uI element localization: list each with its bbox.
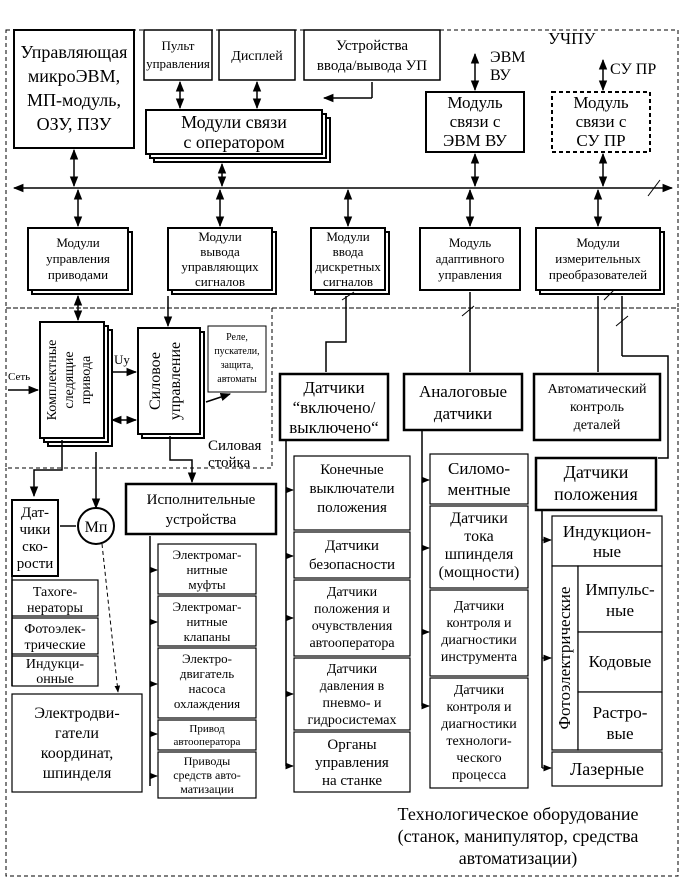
svg-text:Электро-: Электро-	[182, 651, 232, 666]
speed-item-tachogen: Тахоге-	[32, 585, 78, 600]
svg-text:положения: положения	[317, 500, 387, 516]
bus-module-connections	[78, 190, 598, 226]
micro-evm-block	[14, 30, 134, 148]
evm-vu-top-label	[490, 49, 525, 84]
svg-text:управления: управления	[46, 251, 110, 266]
svg-text:инструмента: инструмента	[440, 650, 518, 665]
discrete-list-arrows	[286, 490, 293, 766]
svg-text:Электродви-: Электродви-	[34, 705, 120, 722]
display-block	[219, 30, 295, 80]
position-list-arrows	[542, 540, 551, 768]
svg-text:положения: положения	[554, 484, 638, 504]
svg-text:гатели: гатели	[55, 725, 99, 742]
svg-text:следящие: следящие	[62, 351, 77, 409]
svg-text:Аналоговые: Аналоговые	[418, 382, 508, 401]
power-cabinet-label	[208, 438, 262, 471]
svg-text:Датчики: Датчики	[325, 538, 379, 554]
svg-text:МП-модуль,: МП-модуль,	[27, 90, 121, 110]
position-photo-group: Фотоэлектрические	[555, 586, 574, 730]
svg-text:Растро-: Растро-	[592, 703, 648, 722]
svg-text:Датчики: Датчики	[450, 510, 508, 527]
svg-text:ВУ: ВУ	[490, 67, 511, 84]
svg-text:Датчики: Датчики	[563, 462, 629, 482]
measuring-modules	[536, 228, 664, 294]
svg-text:ментные: ментные	[447, 480, 511, 499]
svg-text:ско-: ско-	[22, 539, 48, 555]
svg-text:измерительных: измерительных	[555, 251, 641, 266]
svg-text:Модуль: Модуль	[447, 93, 503, 112]
svg-text:с оператором: с оператором	[183, 132, 285, 152]
actuators-head	[126, 484, 276, 534]
svg-text:Пульт: Пульт	[161, 38, 195, 53]
svg-text:деталей: деталей	[573, 418, 621, 433]
svg-text:управления: управления	[438, 267, 502, 282]
svg-text:Комплектные: Комплектные	[45, 339, 60, 421]
pult-block	[144, 30, 212, 80]
svg-text:адаптивного: адаптивного	[435, 251, 505, 266]
svg-text:Модули: Модули	[326, 229, 370, 244]
svg-text:средств авто-: средств авто-	[173, 768, 241, 782]
svg-text:ввода: ввода	[332, 244, 364, 259]
svg-text:координат,: координат,	[40, 745, 114, 762]
svg-text:автооператора: автооператора	[173, 736, 241, 748]
svg-text:Силовая: Силовая	[208, 438, 262, 454]
speed-item-photo: Фотоэлек-	[24, 622, 86, 637]
svg-text:защита,: защита,	[220, 360, 254, 371]
svg-text:приводами: приводами	[47, 267, 109, 282]
svg-text:ОЗУ, ПЗУ: ОЗУ, ПЗУ	[36, 114, 112, 134]
svg-text:контроля и: контроля и	[446, 616, 512, 631]
svg-text:управления: управления	[315, 755, 389, 771]
svg-text:Дисплей: Дисплей	[231, 49, 283, 64]
evm-module-block	[426, 92, 524, 152]
svg-text:Датчики: Датчики	[303, 378, 365, 397]
svg-text:автоматы: автоматы	[217, 374, 257, 385]
system-bus	[14, 180, 672, 196]
svg-text:охлаждения: охлаждения	[173, 696, 241, 711]
discrete-input-modules	[311, 228, 389, 294]
svg-text:ЭВМ: ЭВМ	[490, 49, 526, 66]
position-sensors-head	[536, 458, 656, 510]
svg-text:Индукцион-: Индукцион-	[562, 522, 652, 541]
svg-text:шпинделя: шпинделя	[444, 546, 514, 563]
tech-equipment-caption	[398, 804, 639, 869]
svg-text:вывода: вывода	[200, 244, 240, 259]
svg-text:связи с: связи с	[449, 112, 501, 131]
svg-text:Привод: Привод	[189, 723, 225, 735]
svg-text:муфты: муфты	[188, 577, 226, 592]
svg-text:(станок, манипулятор, средства: (станок, манипулятор, средства	[397, 826, 639, 846]
svg-text:Управляющая: Управляющая	[20, 42, 128, 62]
supr-module-block	[552, 92, 650, 152]
svg-text:безопасности: безопасности	[308, 557, 396, 573]
svg-text:управляющих: управляющих	[181, 259, 259, 274]
svg-text:ЭВМ ВУ: ЭВМ ВУ	[443, 131, 507, 150]
svg-text:Модуль: Модуль	[573, 93, 629, 112]
uy-label: Uу	[114, 352, 130, 367]
svg-text:нитные: нитные	[186, 614, 228, 629]
svg-text:диагностики: диагностики	[441, 633, 517, 648]
svg-text:тока: тока	[464, 528, 494, 545]
svg-text:Электромаг-: Электромаг-	[172, 547, 242, 562]
svg-text:очувствления: очувствления	[311, 619, 393, 634]
svg-text:дискретных: дискретных	[315, 259, 381, 274]
servo-drives-block	[40, 322, 112, 446]
on-off-sensors-head	[280, 374, 388, 440]
svg-text:на станке: на станке	[321, 773, 383, 789]
svg-text:Технологическое оборудование: Технологическое оборудование	[397, 804, 639, 824]
svg-text:насоса: насоса	[188, 681, 226, 696]
svg-text:положения и: положения и	[313, 602, 391, 617]
svg-text:Мп: Мп	[84, 519, 108, 536]
svg-text:чики: чики	[19, 522, 51, 538]
svg-text:Датчики: Датчики	[453, 683, 505, 698]
analog-sensors-head	[404, 374, 522, 430]
svg-text:гидросистемах: гидросистемах	[307, 713, 397, 728]
svg-text:нераторы: нераторы	[27, 601, 83, 616]
svg-text:Автоматический: Автоматический	[547, 382, 647, 397]
svg-text:выключено“: выключено“	[289, 418, 379, 437]
svg-text:микроЭВМ,: микроЭВМ,	[27, 66, 121, 86]
motor-to-motors-dashed	[102, 544, 118, 692]
svg-text:Устройства: Устройства	[336, 38, 408, 54]
svg-text:Силомо-: Силомо-	[447, 459, 511, 478]
svg-text:связи с: связи с	[575, 112, 627, 131]
svg-text:ввода/вывода УП: ввода/вывода УП	[316, 58, 428, 74]
svg-text:датчики: датчики	[433, 404, 493, 423]
svg-text:Силовое: Силовое	[147, 352, 164, 410]
motor-symbol	[60, 508, 114, 544]
svg-text:вые: вые	[606, 724, 634, 743]
svg-text:Модули связи: Модули связи	[181, 112, 287, 132]
svg-text:технологи-: технологи-	[446, 734, 512, 749]
svg-text:стойка: стойка	[208, 455, 251, 471]
drive-control-modules	[28, 228, 132, 294]
svg-text:Дат-: Дат-	[20, 505, 50, 521]
svg-text:Электромаг-: Электромаг-	[172, 599, 242, 614]
power-control-block	[138, 328, 204, 438]
svg-text:шпинделя: шпинделя	[42, 765, 112, 782]
actuator-arrows	[150, 570, 157, 776]
svg-text:привода: привода	[79, 355, 94, 405]
position-laser: Лазерные	[569, 759, 645, 779]
speed-sensors-block	[12, 500, 58, 576]
svg-text:ные: ные	[592, 542, 622, 561]
svg-text:рости: рости	[16, 556, 54, 572]
svg-text:клапаны: клапаны	[183, 629, 231, 644]
svg-text:давления в: давления в	[319, 679, 385, 694]
speed-item-inductive: Индукци-	[25, 657, 85, 672]
discrete-limit-switches	[309, 462, 394, 516]
svg-text:Модули: Модули	[576, 235, 620, 250]
svg-text:сигналов: сигналов	[194, 274, 246, 289]
svg-text:устройства: устройства	[165, 512, 237, 528]
uchpu-label: УЧПУ	[548, 29, 596, 48]
auto-control-head	[534, 374, 660, 440]
su-pr-top-label: СУ ПР	[610, 61, 657, 78]
svg-text:Датчики: Датчики	[326, 662, 378, 677]
analog-list-arrows	[422, 480, 429, 706]
svg-text:ные: ные	[605, 601, 635, 620]
svg-text:СУ ПР: СУ ПР	[576, 131, 626, 150]
svg-text:Приводы: Приводы	[183, 754, 231, 768]
svg-text:контроль: контроль	[569, 400, 625, 415]
svg-text:управление: управление	[167, 341, 184, 421]
io-devices-block	[304, 30, 440, 80]
svg-text:Конечные: Конечные	[320, 462, 384, 478]
svg-text:Органы: Органы	[327, 737, 377, 753]
svg-text:пневмо- и: пневмо- и	[322, 696, 382, 711]
svg-text:двигатель: двигатель	[179, 666, 235, 681]
svg-text:выключатели: выключатели	[309, 481, 395, 497]
svg-text:управления: управления	[146, 56, 210, 71]
set-label: Сеть	[8, 371, 31, 383]
svg-text:онные: онные	[36, 672, 74, 687]
svg-text:контроля и: контроля и	[446, 700, 512, 715]
svg-text:матизации: матизации	[180, 782, 234, 796]
svg-text:(мощности): (мощности)	[438, 564, 520, 581]
svg-text:Реле,: Реле,	[226, 332, 248, 343]
svg-text:трические: трические	[24, 638, 86, 653]
analog-spindle-current	[439, 510, 520, 581]
svg-text:“включено/: “включено/	[292, 398, 376, 417]
svg-text:Исполнительные: Исполнительные	[146, 492, 256, 508]
svg-text:автооператора: автооператора	[309, 636, 395, 651]
relays-block	[208, 326, 266, 392]
svg-text:Датчики: Датчики	[326, 585, 378, 600]
output-signal-modules	[168, 228, 276, 294]
svg-text:Датчики: Датчики	[453, 599, 505, 614]
motors-box	[12, 694, 142, 792]
svg-text:процесса: процесса	[451, 768, 507, 783]
svg-text:сигналов: сигналов	[322, 274, 374, 289]
svg-text:нитные: нитные	[186, 562, 228, 577]
svg-text:Импульс-: Импульс-	[585, 580, 655, 599]
svg-text:диагностики: диагностики	[441, 717, 517, 732]
svg-text:пускатели,: пускатели,	[214, 346, 260, 357]
svg-text:Модуль: Модуль	[448, 235, 492, 250]
adaptive-module	[420, 228, 520, 290]
operator-modules-block	[146, 110, 330, 162]
position-code: Кодовые	[588, 652, 652, 671]
svg-text:автоматизации): автоматизации)	[458, 848, 578, 868]
speed-sensor-labels	[24, 585, 86, 687]
svg-text:Модули: Модули	[198, 229, 242, 244]
svg-text:ческого: ческого	[456, 751, 502, 766]
svg-text:Модули: Модули	[56, 235, 100, 250]
svg-text:преобразователей: преобразователей	[548, 267, 648, 282]
